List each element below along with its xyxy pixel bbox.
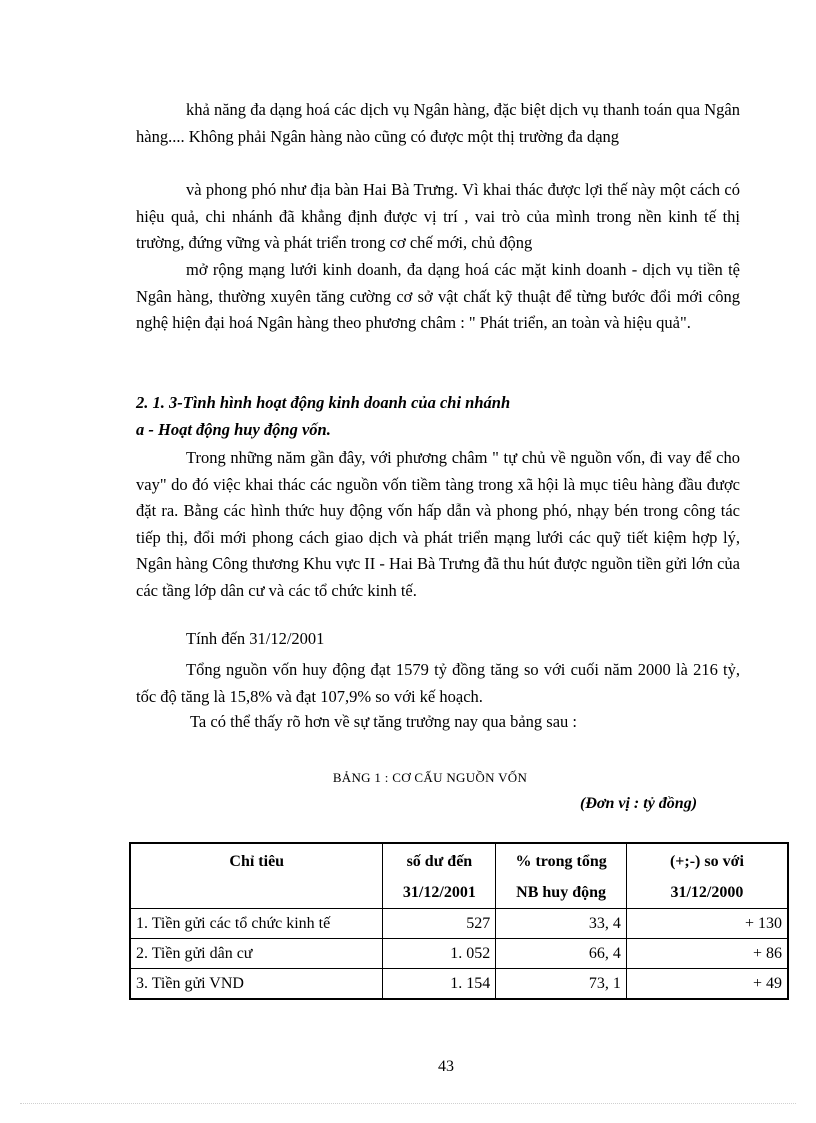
header-balance-line1: số dư đến xyxy=(406,853,473,870)
paragraph-table-intro: Ta có thể thấy rõ hơn về sự tăng trưởng nay qua bảng sau : xyxy=(190,712,578,731)
row-percent: 66, 4 xyxy=(496,939,627,969)
row-change: + 130 xyxy=(626,909,788,939)
paragraph-capital-mobilization: Trong những năm gần đây, với phương châm " tự chủ về nguồn vốn, đi vay để cho vay" do đó việc khai thác các nguồn vốn tiềm tàng trong xã hội là mục tiêu hàng đầu được đặt ra. Bằng các hình thức huy động vốn hấp dẫn và phong phó, nhạy bén trong công tác tiếp thị, đổi mới phong cách giao dịch và phát triển mạng lưới các quỹ tiết kiệm hợp lý, Ngân hàng Công thương Khu vực II - Hai Bà Trưng đã thu hút được nguồn tiền gửi lớn của các tầng lớp dân cư và các tổ chức kinh tế. xyxy=(136,448,740,600)
table-row xyxy=(130,969,788,1000)
header-change-line1: (+;-) so với xyxy=(669,853,744,870)
row-percent: 33, 4 xyxy=(496,909,627,939)
capital-structure-table xyxy=(129,842,789,1000)
paragraph-advantage: và phong phó như địa bàn Hai Bà Trưng. Vì khai thác được lợi thế này một cách có hiệu quả, chi nhánh đã khẳng định được vị trí , vai trò của mình trong nền kinh tế thị trường, đứng vững và phát triển trong cơ chế mới, chủ động xyxy=(136,180,740,252)
header-change-line2: 31/12/2000 xyxy=(670,884,744,901)
row-percent: 73, 1 xyxy=(496,969,627,1000)
table-row xyxy=(130,909,788,939)
row-balance: 1. 052 xyxy=(383,939,496,969)
row-balance: 527 xyxy=(383,909,496,939)
table-caption: BẢNG 1 : CƠ CẤU NGUỒN VỐN xyxy=(332,770,528,785)
header-indicator-label: Chỉ tiêu xyxy=(229,853,285,870)
row-change: + 86 xyxy=(626,939,788,969)
paragraph-strategy: mở rộng mạng lưới kinh doanh, đa dạng hoá các mặt kinh doanh - dịch vụ tiền tệ Ngân hàng, thường xuyên tăng cường cơ sở vật chất kỹ thuật để từng bước đổi mới công nghệ hiện đại hoá Ngân hàng theo phương châm : " Phát triển, an toàn và hiệu quả". xyxy=(136,260,740,332)
row-label: 1. Tiền gửi các tổ chức kinh tế xyxy=(130,909,383,939)
header-indicator xyxy=(130,843,383,909)
page-bottom-divider xyxy=(20,1103,796,1104)
table-header-row xyxy=(130,843,788,909)
table-unit: (Đơn vị : tỷ đồng) xyxy=(580,795,698,812)
header-percent-line2: NB huy động xyxy=(516,884,606,901)
paragraph-as-of-date: Tính đến 31/12/2001 xyxy=(186,629,325,648)
page-number: 43 xyxy=(438,1058,454,1075)
header-balance-line2: 31/12/2001 xyxy=(402,884,476,901)
header-balance xyxy=(383,843,496,909)
paragraph-intro: khả năng đa dạng hoá các dịch vụ Ngân hàng, đặc biệt dịch vụ thanh toán qua Ngân hàng.... Không phải Ngân hàng nào cũng có được một thị trường đa dạng xyxy=(136,100,740,146)
subsection-heading: a - Hoạt động huy động vốn. xyxy=(136,420,331,439)
header-change xyxy=(626,843,788,909)
header-percent-line1: % trong tổng xyxy=(515,853,607,870)
row-change: + 49 xyxy=(626,969,788,1000)
table-row xyxy=(130,939,788,969)
row-balance: 1. 154 xyxy=(383,969,496,1000)
header-percent xyxy=(496,843,627,909)
row-label: 3. Tiền gửi VND xyxy=(130,969,383,1000)
row-label: 2. Tiền gửi dân cư xyxy=(130,939,383,969)
paragraph-total-capital: Tổng nguồn vốn huy động đạt 1579 tỷ đồng tăng so với cuối năm 2000 là 216 tỷ, tốc độ tăng là 15,8% và đạt 107,9% so với kế hoạch. xyxy=(136,660,740,706)
section-heading: 2. 1. 3-Tình hình hoạt động kinh doanh của chi nhánh xyxy=(136,393,511,412)
